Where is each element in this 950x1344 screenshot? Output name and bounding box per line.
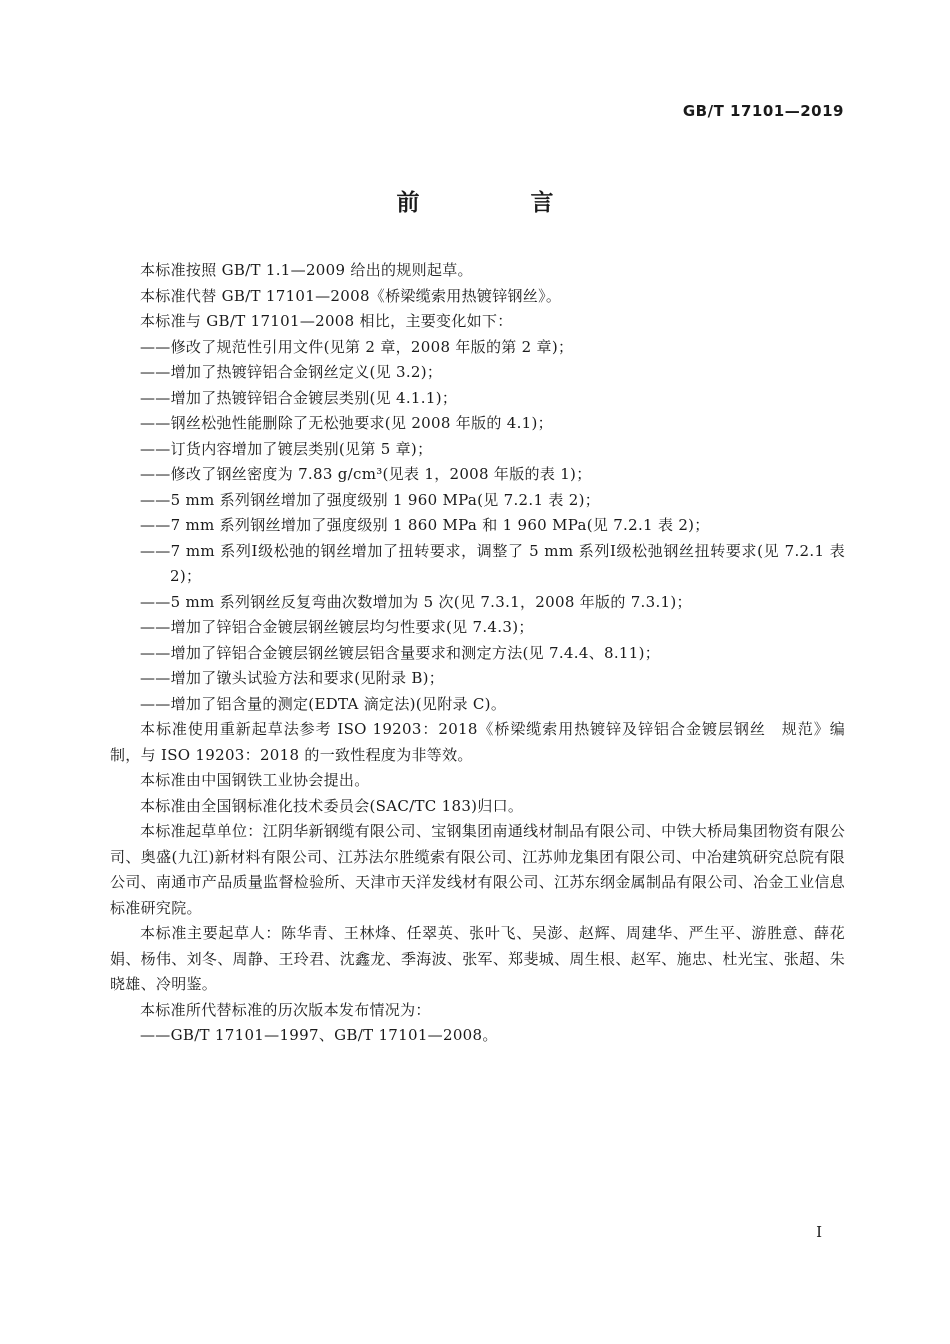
change-item: ——5 mm 系列钢丝反复弯曲次数增加为 5 次(见 7.3.1，2008 年版的 7.3.1)； (140, 592, 692, 611)
change-item: ——修改了规范性引用文件(见第 2 章，2008 年版的第 2 章)； (140, 337, 574, 356)
standard-number: GB/T 17101—2019 (682, 102, 844, 120)
change-item: ——7 mm 系列钢丝增加了强度级别 1 860 MPa 和 1 960 MPa(见 7.2.1 表 2)； (140, 516, 710, 534)
change-item: ——7 mm 系列Ⅰ级松弛的钢丝增加了扭转要求，调整了 5 mm 系列Ⅰ级松弛钢丝扭转要求(见 7.2.1 表 2)； (140, 541, 845, 585)
change-item: ——增加了锌铝合金镀层钢丝镀层铝含量要求和测定方法(见 7.4.4、8.11)； (140, 643, 661, 662)
paragraph: 本标准按照 GB/T 1.1—2009 给出的规则起草。 (140, 261, 473, 279)
drafters: 本标准主要起草人：陈华青、王林烽、任翠英、张叶飞、吴澎、赵辉、周建华、严生平、游胜意、薛花娟、杨伟、刘冬、周静、王玲君、沈鑫龙、季海波、张军、郑斐城、周生根、赵军、施忠、杜光宝、张超、朱晓雄、冷明鉴。 (110, 924, 845, 993)
document-body (110, 258, 845, 1049)
change-item: ——修改了钢丝密度为 7.83 g/cm³(见表 1，2008 年版的表 1)； (140, 465, 592, 483)
change-item: ——增加了镦头试验方法和要求(见附录 B)； (140, 669, 445, 687)
change-item: ——增加了热镀锌铝合金钢丝定义(见 3.2)； (140, 363, 443, 381)
page-title: 前 言 (396, 190, 598, 216)
paragraph: 本标准由中国钢铁工业协会提出。 (140, 771, 370, 789)
change-item: ——钢丝松弛性能删除了无松弛要求(见 2008 年版的 4.1)； (140, 414, 553, 432)
page-number: I (816, 1223, 822, 1241)
change-item: ——订货内容增加了镀层类别(见第 5 章)； (140, 439, 433, 458)
history-item: ——GB/T 17101—1997、GB/T 17101—2008。 (140, 1026, 498, 1044)
change-item: ——增加了热镀锌铝合金镀层类别(见 4.1.1)； (140, 388, 458, 407)
drafting-units: 本标准起草单位：江阴华新钢缆有限公司、宝钢集团南通线材制品有限公司、中铁大桥局集团物资有限公司、奥盛(九江)新材料有限公司、江苏法尔胜缆索有限公司、江苏帅龙集团有限公司、中冶建筑研究总院有限公司、南通市产品质量监督检验所、天津市天洋发线材有限公司、江苏东纲金属制品有限公司、冶金工业信息标准研究院。 (110, 822, 845, 917)
paragraph: 本标准使用重新起草法参考 ISO 19203：2018《桥梁缆索用热镀锌及锌铝合金镀层钢丝 规范》编制，与 ISO 19203：2018 的一致性程度为非等效。 (110, 720, 845, 764)
change-item: ——增加了锌铝合金镀层钢丝镀层均匀性要求(见 7.4.3)； (140, 618, 534, 636)
paragraph: 本标准所代替标准的历次版本发布情况为： (140, 1000, 431, 1019)
change-item: ——增加了铝含量的测定(EDTA 滴定法)(见附录 C)。 (140, 694, 507, 713)
paragraph: 本标准代替 GB/T 17101—2008《桥梁缆索用热镀锌钢丝》。 (140, 286, 562, 305)
paragraph: 本标准由全国钢标准化技术委员会(SAC/TC 183)归口。 (140, 796, 524, 815)
paragraph: 本标准与 GB/T 17101—2008 相比，主要变化如下： (140, 312, 513, 330)
change-item: ——5 mm 系列钢丝增加了强度级别 1 960 MPa(见 7.2.1 表 2)； (140, 490, 601, 509)
